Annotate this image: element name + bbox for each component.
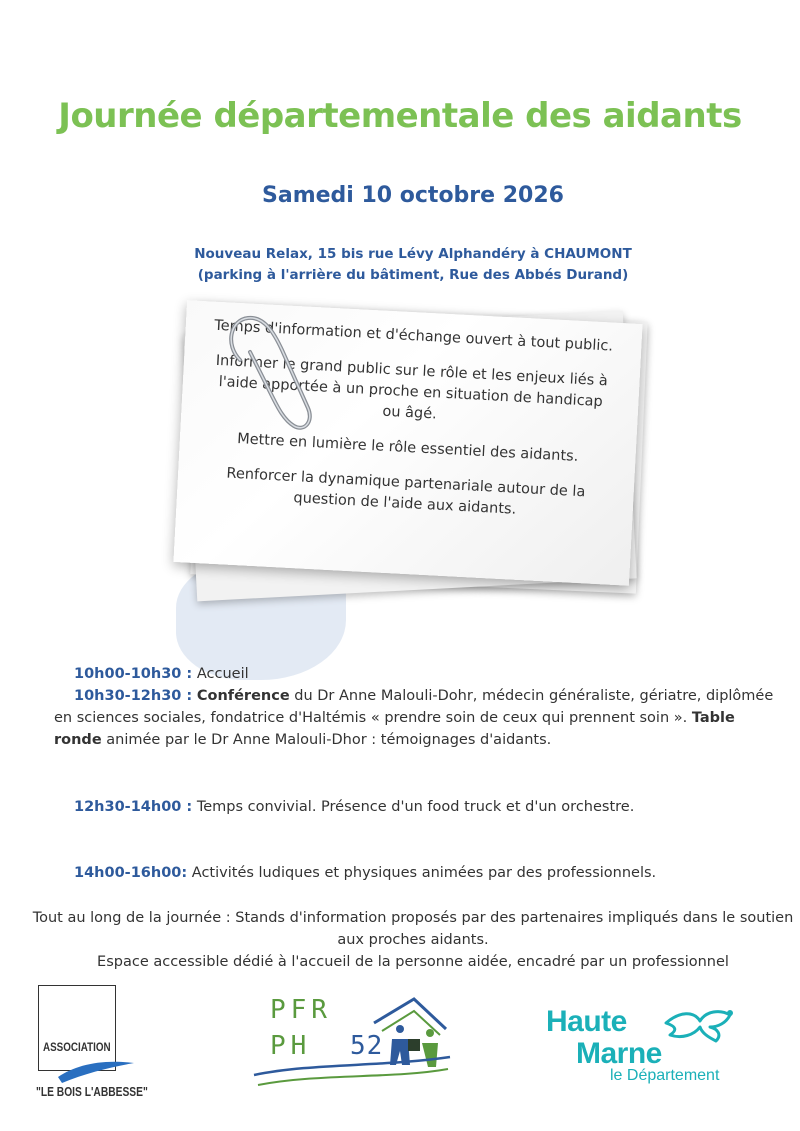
event-date: Samedi 10 octobre 2026 — [262, 183, 564, 208]
haute-marne-logo — [540, 1005, 760, 1095]
hm-word-marne: Marne — [576, 1037, 662, 1070]
association-word: ASSOCIATION — [43, 1040, 111, 1054]
venue-parking: (parking à l'arrière du bâtiment, Rue des Abbés Durand) — [197, 267, 629, 283]
ph-text: PH — [270, 1031, 312, 1061]
association-name: "LE BOIS L'ABBESSE" — [36, 1085, 148, 1099]
schedule-time: 10h00-10h30 : — [74, 666, 193, 682]
pfr-text: PFR — [270, 995, 332, 1025]
card-paragraph: Mettre en lumière le rôle essentiel des aidants. — [236, 431, 579, 465]
schedule-bold: Table ronde — [54, 710, 735, 748]
schedule-item — [54, 663, 774, 751]
hm-word-haute: Haute — [546, 1005, 627, 1038]
ph-number: 52 — [350, 1031, 384, 1061]
footer-line: Espace accessible dédié à l'accueil de la personne aidée, encadré par un professionnel — [97, 954, 729, 970]
card-paragraph: Temps d'information et d'échange ouvert à tout public. — [213, 317, 614, 355]
schedule-text: du Dr Anne Malouli-Dohr, médecin généraliste, gériatre, diplômée en sciences sociales, fondatrice d'Haltémis « prendre soin de ceux qui prennent soin ». — [54, 688, 774, 726]
schedule-time: 14h00-16h00: — [74, 865, 188, 881]
venue-address: Nouveau Relax, 15 bis rue Lévy Alphandéry à CHAUMONT — [194, 246, 632, 262]
wave-icon — [56, 1055, 136, 1085]
schedule-bold: Conférence — [196, 688, 290, 704]
schedule-text: Accueil — [192, 666, 249, 682]
house-family-icon — [252, 995, 452, 1095]
schedule-item — [54, 862, 794, 884]
footer-line: Tout au long de la journée : Stands d'information proposés par des partenaires impliqués dans le soutien aux proches aidants. — [32, 910, 794, 948]
schedule-time: 12h30-14h00 : — [74, 799, 193, 815]
pfr-ph52-logo — [252, 995, 452, 1095]
schedule-text: animée par le Dr Anne Malouli-Dhor : témoignages d'aidants. — [101, 732, 552, 748]
schedule-text: Activités ludiques et physiques animées par des professionnels. — [187, 865, 657, 881]
schedule-text: Temps convivial. Présence d'un food truck et d'un orchestre. — [192, 799, 635, 815]
page-title: Journée départementale des aidants — [58, 96, 742, 136]
schedule-item — [54, 796, 794, 818]
hm-emblem-icon — [660, 1005, 740, 1049]
event-venue — [0, 244, 800, 286]
association-logo — [36, 985, 166, 1105]
schedule-time: 10h30-12h30 : — [74, 688, 193, 704]
card-paragraph: Informer le grand public sur le rôle et les enjeux liés à l'aide apportée à un proche en situation de handicap ou âgé. — [215, 352, 609, 423]
card-paragraph: Renforcer la dynamique partenariale autour de la question de l'aide aux aidants. — [226, 465, 586, 518]
footer-info — [30, 907, 796, 973]
hm-subtitle: le Département — [610, 1067, 720, 1084]
paperclip-icon — [220, 290, 330, 440]
